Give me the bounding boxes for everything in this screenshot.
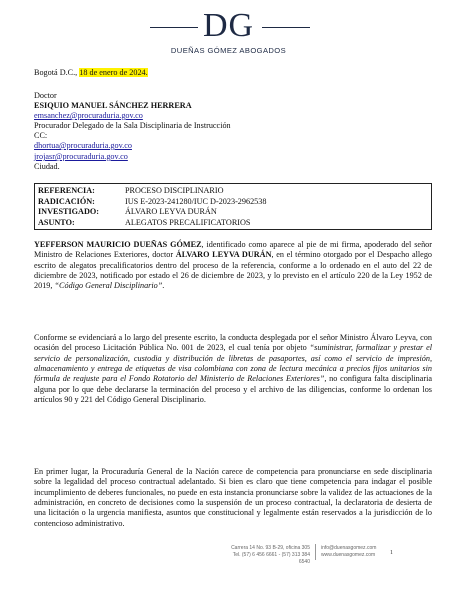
paragraph-text: . (162, 281, 165, 291)
date-highlighted: 18 de enero de 2024. (79, 68, 148, 77)
client-name: ÁLVARO LEYVA DURÁN (175, 250, 272, 260)
footer-email-link[interactable]: info@duenasgomez.com (321, 545, 377, 551)
paragraph-competence: En primer lugar, la Procuraduría General de la Nación carece de competencia para pronunciarse en sede disciplinaria sobre la legalidad del proceso contractual adelantado. Si bien es claro que tiene competencia para indagar el posible incumplimiento de deberes funcionales, no puede en esta instancia pronunciarse sobre la validez de las actuaciones de la administración, en concreto de decisiones como la suspensión de un proceso contractual, la declaratoria de desierta de una licitación o la urgencia manifiesta, asuntos que constitucional y legalmente están reservados a la jurisdicción de lo contencioso administrativo. (34, 467, 432, 528)
footer-phone: Tel. (57) 6 456 6661 - (57) 313 384 6540 (232, 552, 310, 565)
footer-address: Carrera 14 No. 93 B-29, oficina 305 (231, 545, 310, 551)
addressee-role: Procurador Delegado de la Sala Disciplinaria de Instrucción (34, 121, 231, 130)
cc-email-link-2[interactable]: jrojasr@procuraduria.gov.co (34, 152, 128, 161)
reference-key: RADICACIÓN: (38, 196, 95, 206)
reference-value: ÁLVARO LEYVA DURÁN (125, 207, 217, 216)
reference-box (34, 183, 432, 230)
paragraph-text: , no configura falta disciplinaria alguna por lo que debe declararse la terminación del proceso y el archivo de las diligencias, conforme lo ordenan los artículos 90 y 221 del Código General Disciplinario. (34, 374, 432, 405)
paragraph-intro (34, 240, 432, 292)
place: Bogotá D.C., (34, 68, 80, 77)
addressee-name: ESIQUIO MANUEL SÁNCHEZ HERRERA (34, 101, 192, 110)
addressee-email-link[interactable]: emsanchez@procuraduria.gov.co (34, 111, 143, 120)
logo-rule-right (262, 27, 310, 28)
attorney-name: YEFFERSON MAURICIO DUEÑAS GÓMEZ (34, 240, 202, 249)
date-line (34, 68, 148, 78)
paragraph-conduct (34, 333, 432, 405)
reference-key: INVESTIGADO: (38, 207, 99, 216)
reference-key: REFERENCIA: (38, 186, 95, 195)
contract-object-quote: “suministrar, formalizar y prestar el servicio de personalización, custodia y distribución de libretas de pasaportes, así como el servicio de impresión, almacenamiento y entrega de etiquetas de visa colombiana con zona de lectura mecánica a precios fijos unitarios sin fórmula de reajuste para el Fondo Rotatorio del Ministerio de Relaciones Exteriores” (34, 343, 432, 384)
paragraph-text: , identificado como aparece al pie de mi firma, apoderado del señor Ministro de Relaciones Exteriores, doctor (34, 240, 432, 260)
footer-online (321, 545, 376, 559)
city: Ciudad. (34, 162, 60, 171)
cc-label: CC: (34, 131, 48, 140)
paragraph-text: , en el término otorgado por el Despacho allego escrito de alegatos precalificatorios dentro del proceso de la referencia, conforme a lo ordenado en el auto del 22 de diciembre de 2023, notificado por estado el 26 de diciembre de 2023, y lo previsto en el artículo 220 de la Ley 1952 de 2019, (34, 250, 433, 291)
reference-value: ALEGATOS PRECALIFICATORIOS (125, 217, 251, 227)
cc-email-link-1[interactable]: dhortua@procuraduria.gov.co (34, 141, 132, 150)
footer-separator (315, 544, 316, 560)
paragraph-text: Conforme se evidenciará a lo largo del presente escrito, la conducta desplegada por el señor Ministro Álvaro Leyva, con ocasión del proceso Licitación Pública No. 001 de 2023, el cual tenía por objeto (34, 333, 432, 353)
salutation: Doctor (34, 91, 57, 100)
logo-rule-left (150, 27, 198, 28)
footer-web-link[interactable]: www.duenasgomez.com (321, 552, 376, 558)
footer-contact (222, 545, 310, 566)
code-quote: “Código General Disciplinario” (54, 281, 163, 291)
reference-key: ASUNTO: (38, 217, 75, 227)
reference-value: IUS E-2023-241280/IUC D-2023-2962538 (125, 196, 267, 206)
page-number: 1 (390, 550, 393, 556)
firm-logo: DG (202, 7, 255, 44)
firm-name: DUEÑAS GÓMEZ ABOGADOS (170, 46, 287, 55)
reference-value: PROCESO DISCIPLINARIO (125, 186, 224, 195)
